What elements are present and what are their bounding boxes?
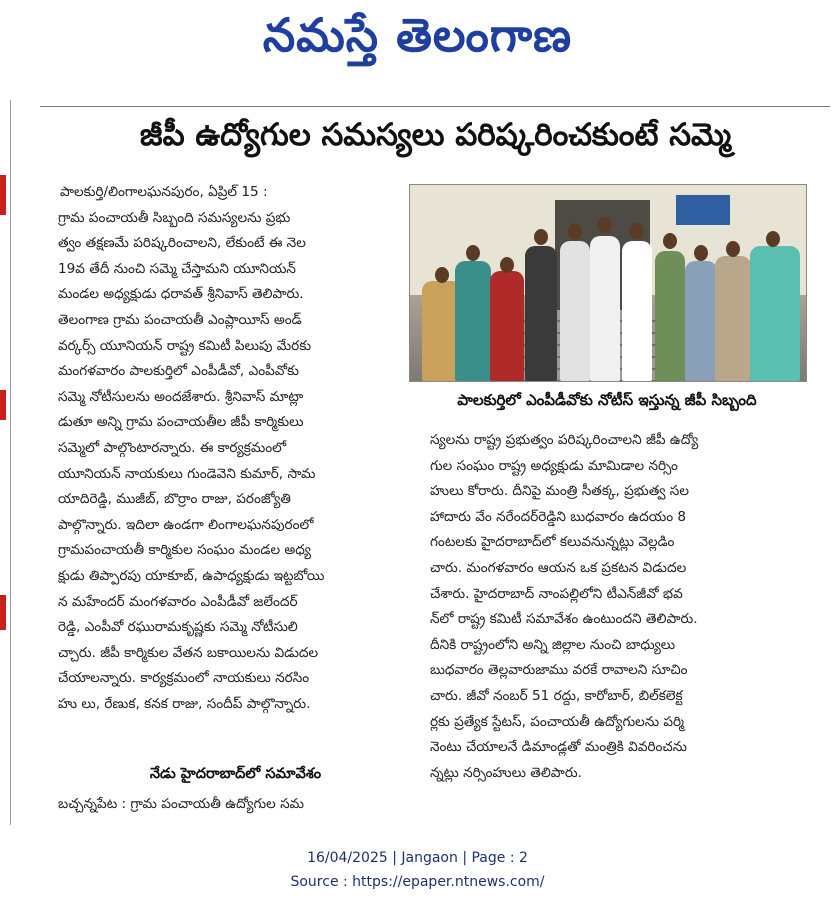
photo-caption: పాలకుర్తిలో ఎంపీడీవోకు నోటీస్ ఇస్తున్న జీపీ సిబ్బంది xyxy=(457,391,757,409)
photo-person xyxy=(560,241,590,381)
article-line: సమ్మెలో పాల్గొంటారన్నారు. ఈ కార్యక్రమంలో xyxy=(58,439,287,456)
edge-mark xyxy=(0,175,6,215)
edge-mark xyxy=(0,595,6,630)
photo-person xyxy=(685,261,717,381)
photo-person xyxy=(490,271,524,381)
article-line: న్నట్లు నర్సింహులు తెలిపారు. xyxy=(430,764,582,781)
article-left-tail xyxy=(58,792,413,818)
edge-mark xyxy=(0,390,6,420)
article-right-column xyxy=(430,428,805,786)
article-line: దీనికి రాష్ట్రంలోని అన్ని జిల్లాల నుంచి బాధ్యులు xyxy=(430,636,676,653)
footer-edition-info: 16/04/2025 | Jangaon | Page : 2 xyxy=(307,850,528,866)
masthead xyxy=(0,0,835,78)
article-line: చారు. మంగళవారం ఆయన ఒక ప్రకటన విడుదల xyxy=(430,559,687,576)
article-line: గ్రామ పంచాయతీ సిబ్బంది సమస్యలను ప్రభు xyxy=(58,209,291,226)
top-rule xyxy=(40,106,830,107)
article-line: చ్చారు. జీపీ కార్మికుల వేతన బకాయిలను విడుదల xyxy=(58,644,319,661)
article-line: గంటలకు హైదరాబాద్‌లో కలువనున్నట్లు వెల్లడిం xyxy=(430,534,675,551)
article-left-column xyxy=(58,180,413,717)
photo-person xyxy=(750,246,800,381)
article-line: స్యలను రాష్ట్ర ప్రభుత్వం పరిష్కరించాలని జీపీ ఉద్యో xyxy=(430,432,699,448)
article-line: క్షుడు తిప్పారపు యాకూబ్, ఉపాధ్యక్షుడు ఇట్టబోయి xyxy=(58,567,325,584)
article-line: వర్కర్స్ యూనియన్ రాష్ట్ర కమిటీ పిలుపు మేరకు xyxy=(58,337,312,354)
article-line: న్‌లో రాష్ట్ర కమిటీ సమావేశం ఉంటుందని తెలిపారు. xyxy=(430,611,698,628)
article-line: సమ్మె నోటీసులను అందజేశారు. శ్రీనివాస్ మాట్లా xyxy=(58,388,304,405)
article-line: చారు. జీవో నంబర్ 51 రద్దు, కారోబార్, బిల్‌కలెక్ట xyxy=(430,687,683,704)
article-headline: జీపీ ఉద్యోగుల సమస్యలు పరిష్కరించకుంటే సమ్మె xyxy=(139,117,732,153)
article-line: రెడ్డి, ఎంపీవో రఘురామకృష్ణకు సమ్మె నోటీసులి xyxy=(58,619,298,636)
footer-source-link[interactable]: Source : https://epaper.ntnews.com/ xyxy=(290,874,545,890)
article-line: తెలంగాణ గ్రామ పంచాయతీ ఎంప్లాయీస్ అండ్ xyxy=(58,311,302,328)
photo-person xyxy=(655,251,685,381)
article-line: నెంటు చేయాలనే డిమాండ్లతో మంత్రికి వివరించను xyxy=(430,739,688,756)
article-line: యాదిరెడ్డి, ముజీబ్, బొర్రాం రాజు, పరంజ్యోతి xyxy=(58,491,291,508)
article-line: హాదారు వేం నరేందర్‌రెడ్డిని బుధవారం ఉదయం 8 xyxy=(430,508,687,525)
page-footer xyxy=(0,846,835,894)
article-line: యూనియన్ నాయకులు గుండెవెని కుమార్, సామ xyxy=(58,465,316,482)
article-line: హులు కోరారు. దీనిపై మంత్రి సీతక్క, ప్రభుత్వ సల xyxy=(430,483,689,500)
article-line: మండల అధ్యక్షుడు ధరావత్ శ్రీనివాస్ తెలిపారు. xyxy=(58,286,304,303)
photo-signboard xyxy=(676,195,730,225)
article-line: బుధవారం తెల్లవారుజాము వరకే రావాలని సూచిం xyxy=(430,662,688,679)
article-line: చేశారు. హైదరాబాద్ నాంపల్లిలోని టీఎన్‌జీవో భవ xyxy=(430,585,683,602)
adjacent-article-edge xyxy=(0,100,10,830)
article-line: పాలకుర్తి/లింగాలఘనపురం, ఏప్రిల్ 15 : xyxy=(60,184,268,200)
article-subheading: నేడు హైదరాబాద్‌లో సమావేశం xyxy=(149,766,322,782)
newspaper-logo: నమస్తే తెలంగాణ xyxy=(262,8,573,62)
photo-person xyxy=(622,241,652,381)
news-photo xyxy=(409,184,807,382)
article-line: త్వం తక్షణమే పరిష్కరించాలని, లేకుంటే ఈ నెల xyxy=(58,235,306,252)
article-line: హు లు, రేణుక, కనక రాజు, సందీప్ పాల్గొన్నారు. xyxy=(58,695,311,712)
article-line: ర్లకు ప్రత్యేక స్టేటస్, పంచాయతీ ఉద్యోగులను పర్మి xyxy=(430,713,685,730)
photo-person xyxy=(525,246,557,381)
article-line: గ్రామపంచాయతీ కార్మికుల సంఘం మండల అధ్య xyxy=(58,542,312,559)
article-line: పాల్గొన్నారు. ఇదిలా ఉండగా లింగాలఘనపురంలో xyxy=(58,516,314,533)
article-line: మంగళవారం పాలకుర్తిలో ఎంపీడీవో, ఎంపీవోకు xyxy=(58,363,299,380)
article-line: చేయాలన్నారు. కార్యక్రమంలో నాయకులు నరసిం xyxy=(58,670,310,687)
article-line: న మహేందర్ మంగళవారం ఎంపీడీవో జలేందర్ xyxy=(58,593,298,610)
photo-person xyxy=(455,261,491,381)
article-line: బచ్చన్నపేట : గ్రామ పంచాయతీ ఉద్యోగుల సమ xyxy=(58,796,305,812)
article-line: డుతూ అన్ని గ్రామ పంచాయతీల జీపీ కార్మికులు xyxy=(58,414,304,431)
photo-person xyxy=(590,236,620,381)
article-line: 19వ తేదీ నుంచి సమ్మె చేస్తామని యూనియన్ xyxy=(58,260,296,277)
photo-person xyxy=(715,256,751,381)
column-rule xyxy=(10,100,11,825)
article-line: గుల సంఘం రాష్ట్ర అధ్యక్షుడు మామిడాల నర్సిం xyxy=(430,457,678,474)
